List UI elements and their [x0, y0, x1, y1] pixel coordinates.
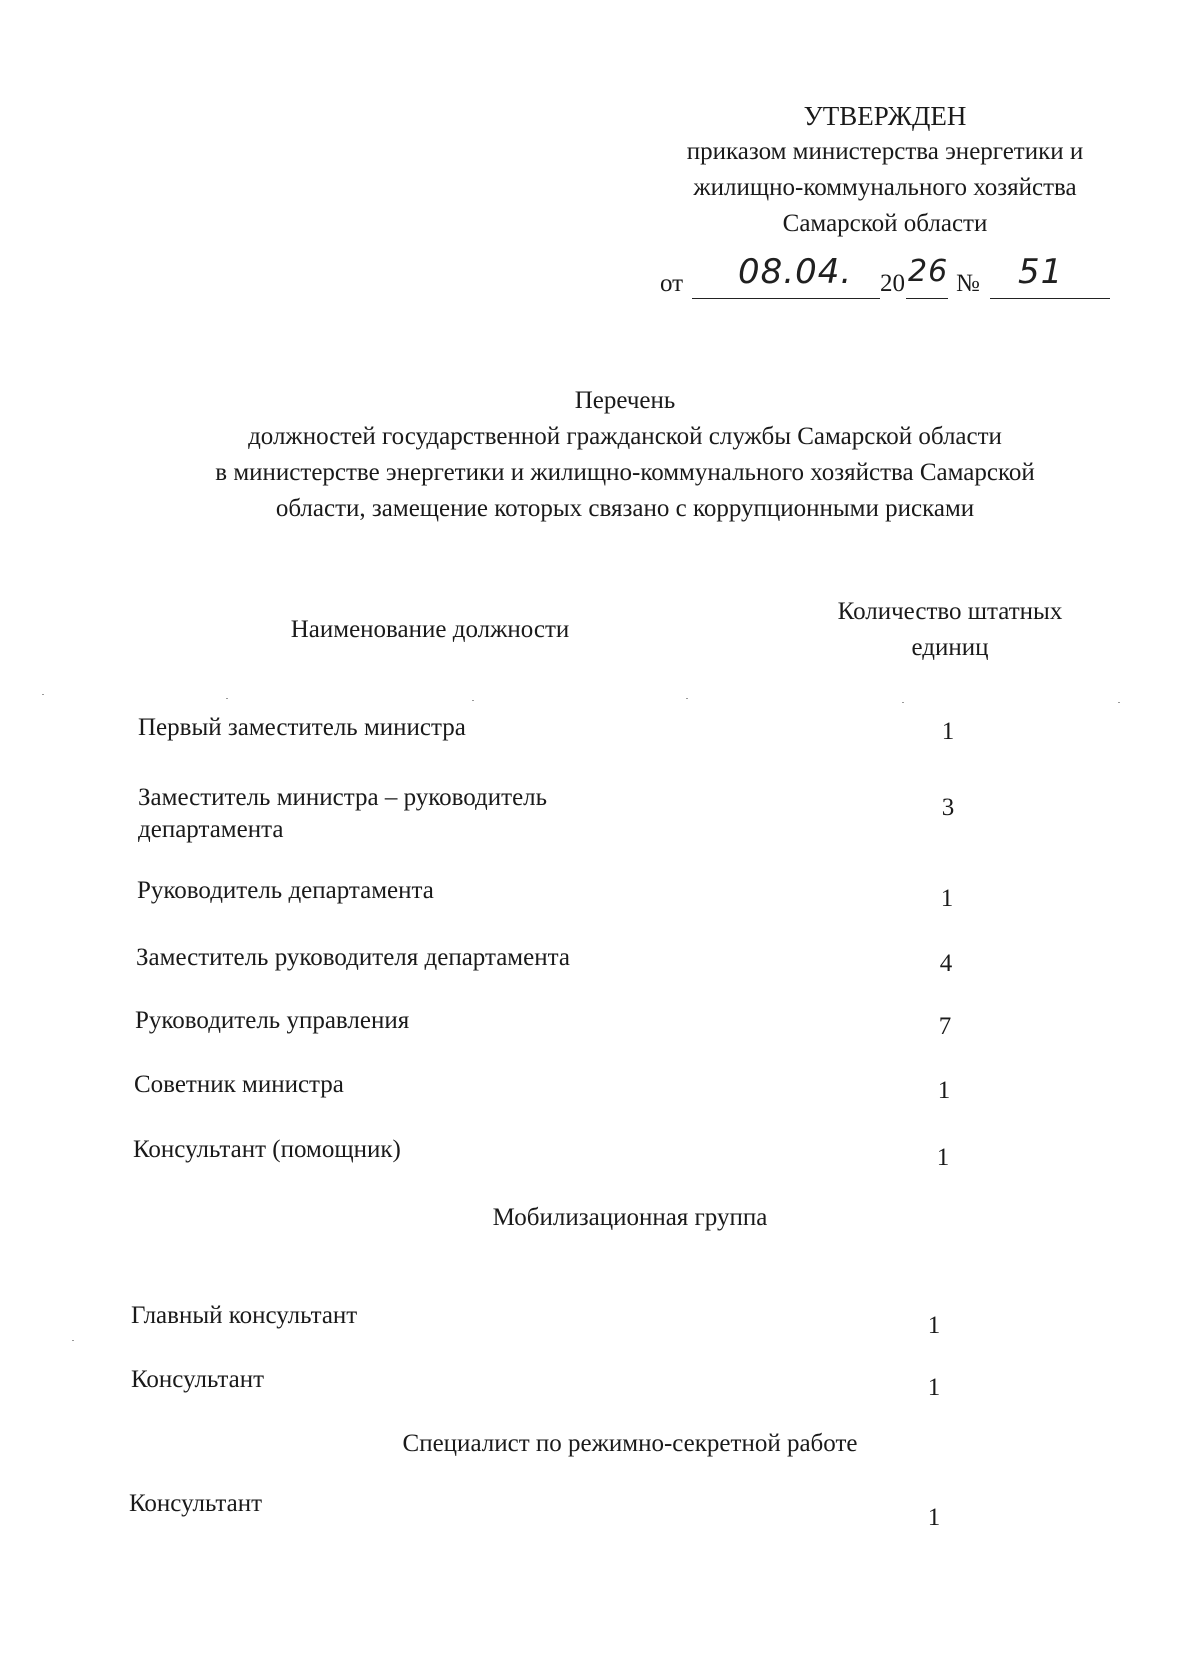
column-header-name: Наименование должности: [290, 616, 570, 643]
approval-block: [650, 98, 1120, 242]
approval-line-3: Самарской области: [782, 210, 988, 237]
row-position-name: Консультант (помощник): [133, 1136, 401, 1163]
handwritten-number: 51: [1018, 252, 1064, 292]
row-quantity: 1: [927, 1312, 941, 1339]
year-prefix: 20: [880, 270, 905, 297]
row-position-name: Руководитель управления: [135, 1007, 410, 1034]
section-title-secret-work: Специалист по режимно-секретной работе: [402, 1430, 858, 1457]
row-position-name: Главный консультант: [131, 1302, 358, 1329]
column-header-qty-line-1: Количество штатных: [837, 598, 1063, 625]
number-underline: [990, 298, 1110, 299]
row-position-name: Советник министра: [134, 1071, 344, 1098]
column-header-qty: [800, 594, 1100, 666]
approval-line-1: приказом министерства энергетики и: [686, 138, 1084, 165]
document-title-line-1: Перечень: [574, 387, 676, 414]
document-title-line-4: области, замещение которых связано с коррупционными рисками: [275, 495, 975, 522]
approval-title: УТВЕРЖДЕН: [803, 101, 967, 131]
handwritten-date: 08.04.: [738, 252, 853, 292]
scan-speck: [226, 698, 228, 699]
scan-speck: [902, 702, 904, 703]
scan-speck: [686, 698, 688, 699]
scan-speck: [1118, 702, 1120, 703]
date-underline: [692, 298, 880, 299]
row-quantity: 1: [941, 718, 955, 745]
row-position-name: Консультант: [129, 1490, 263, 1517]
document-title: [160, 383, 1090, 527]
handwritten-year: 26: [908, 254, 949, 289]
row-position-name: Заместитель руководителя департамента: [136, 944, 570, 971]
row-quantity: 3: [941, 794, 955, 821]
row-quantity: 4: [939, 950, 953, 977]
column-header-qty-line-2: единиц: [911, 634, 989, 661]
number-sign: №: [956, 270, 980, 297]
approval-date-row: [660, 252, 1130, 306]
row-quantity: 7: [938, 1013, 952, 1040]
row-position-name: Руководитель департамента: [137, 877, 434, 904]
scan-speck: [42, 694, 44, 695]
scan-speck: [472, 700, 474, 701]
row-quantity: 1: [936, 1144, 950, 1171]
date-prefix: от: [660, 270, 684, 297]
row-quantity: 1: [927, 1374, 941, 1401]
approval-line-2: жилищно-коммунального хозяйства: [693, 174, 1077, 201]
section-title-mobilization: Мобилизационная группа: [492, 1204, 768, 1231]
year-underline: [906, 298, 948, 299]
document-title-line-3: в министерстве энергетики и жилищно-коммунального хозяйства Самарской: [215, 459, 1035, 486]
row-position-name: Заместитель министра – руководитель: [138, 784, 548, 811]
row-quantity: 1: [940, 885, 954, 912]
scan-speck: [72, 1340, 74, 1341]
row-position-name-continued: департамента: [138, 816, 284, 843]
row-position-name: Консультант: [131, 1366, 265, 1393]
row-quantity: 1: [927, 1504, 941, 1531]
document-title-line-2: должностей государственной гражданской службы Самарской области: [248, 423, 1002, 450]
row-position-name: Первый заместитель министра: [138, 714, 466, 741]
row-quantity: 1: [937, 1077, 951, 1104]
